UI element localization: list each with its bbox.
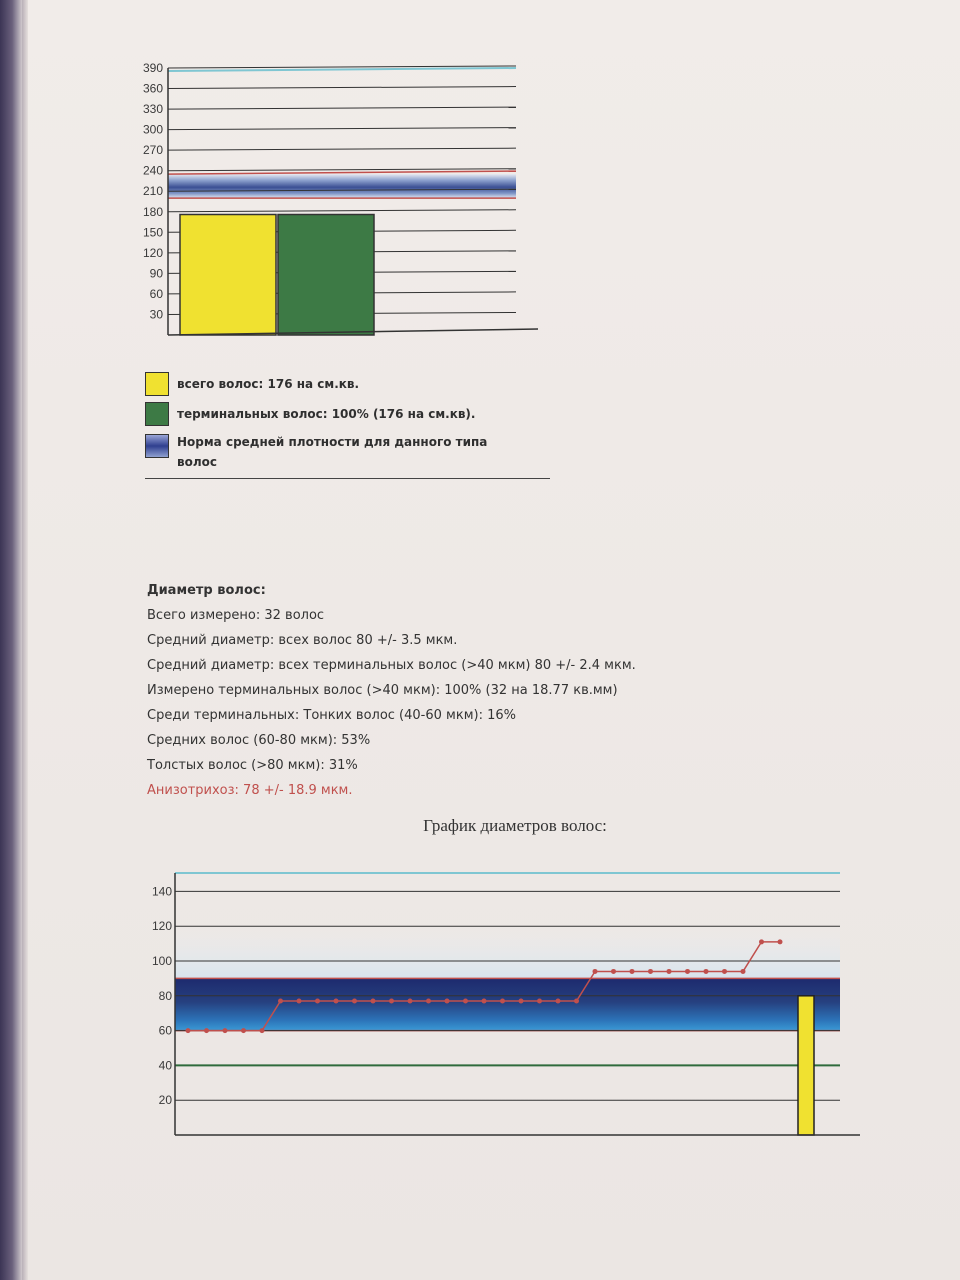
data-point [537, 999, 542, 1004]
stats-line: Средних волос (60-80 мкм): 53% [147, 733, 371, 748]
legend-divider [145, 478, 550, 479]
bar [180, 215, 276, 335]
data-point [371, 999, 376, 1004]
y-tick-label: 90 [149, 266, 163, 281]
bar [278, 215, 374, 335]
data-point [630, 969, 635, 974]
gridline [168, 87, 516, 89]
y-tick-label: 20 [158, 1093, 172, 1108]
data-point [722, 969, 727, 974]
data-point [278, 999, 283, 1004]
data-point [482, 999, 487, 1004]
data-point [741, 969, 746, 974]
data-point [519, 999, 524, 1004]
y-tick-label: 270 [142, 143, 163, 158]
data-point [574, 999, 579, 1004]
y-tick-label: 150 [142, 225, 163, 240]
data-point [241, 1028, 246, 1033]
data-point [352, 999, 357, 1004]
diameter-chart [120, 860, 865, 1145]
y-tick-label: 80 [158, 988, 172, 1003]
y-tick-label: 60 [149, 286, 163, 301]
data-point [260, 1028, 265, 1033]
y-tick-label: 120 [151, 919, 172, 934]
y-tick-label: 210 [142, 184, 163, 199]
y-tick-label: 330 [142, 102, 163, 117]
data-point [611, 969, 616, 974]
data-point [778, 939, 783, 944]
norm-band [175, 978, 840, 1030]
data-point [297, 999, 302, 1004]
y-tick-label: 390 [142, 61, 163, 75]
data-point [204, 1028, 209, 1033]
mean-diameter-bar [798, 996, 814, 1135]
data-point [500, 999, 505, 1004]
legend-swatch-total [145, 372, 169, 396]
gridline [168, 107, 516, 109]
data-point [315, 999, 320, 1004]
y-tick-label: 240 [142, 163, 163, 178]
data-point [408, 999, 413, 1004]
legend-label-terminal: терминальных волос: 100% (176 на см.кв). [177, 407, 476, 421]
y-tick-label: 140 [151, 884, 172, 899]
legend-item-norm [145, 432, 550, 472]
data-point [426, 999, 431, 1004]
y-tick-label: 40 [158, 1058, 172, 1073]
y-tick-label: 360 [142, 81, 163, 96]
data-point [556, 999, 561, 1004]
legend-item-terminal [145, 402, 550, 426]
stats-line: Средний диаметр: всех терминальных волос (>40 мкм) 80 +/- 2.4 мкм. [147, 658, 636, 673]
stats-heading: Диаметр волос: [147, 583, 266, 598]
graph-title: График диаметров волос: [423, 816, 607, 835]
band-haze [175, 923, 840, 978]
binder-edge [0, 0, 22, 1280]
y-tick-label: 30 [149, 307, 163, 322]
data-point [704, 969, 709, 974]
y-tick-label: 100 [151, 954, 172, 968]
legend-swatch-terminal [145, 402, 169, 426]
data-point [389, 999, 394, 1004]
data-point [667, 969, 672, 974]
data-point [445, 999, 450, 1004]
norm-band [168, 174, 516, 198]
legend-label-norm: Норма средней плотности для данного типа волос [177, 435, 488, 469]
gridline [168, 169, 516, 171]
data-point [334, 999, 339, 1004]
stats-line: Средний диаметр: всех волос 80 +/- 3.5 мкм. [147, 633, 458, 648]
data-point [223, 1028, 228, 1033]
stats-line: Толстых волос (>80 мкм): 31% [147, 758, 358, 773]
y-tick-label: 60 [158, 1023, 172, 1038]
gridline [168, 210, 516, 212]
diameter-stats [147, 578, 847, 803]
stats-anisotrichosis: Анизотрихоз: 78 +/- 18.9 мкм. [147, 783, 353, 798]
data-point [759, 939, 764, 944]
norm-band-top [168, 171, 516, 174]
gridline [168, 148, 516, 150]
legend-label-total: всего волос: 176 на см.кв. [177, 377, 360, 391]
data-point [463, 999, 468, 1004]
data-point [685, 969, 690, 974]
y-tick-label: 300 [142, 122, 163, 137]
y-tick-label: 180 [142, 204, 163, 219]
data-point [648, 969, 653, 974]
legend-swatch-norm [145, 434, 169, 458]
legend-item-total [145, 372, 550, 396]
data-point [186, 1028, 191, 1033]
y-tick-label: 120 [142, 245, 163, 260]
stats-line: Всего измерено: 32 волос [147, 608, 325, 623]
density-legend [145, 372, 550, 478]
stats-line: Среди терминальных: Тонких волос (40-60 мкм): 16% [147, 708, 516, 723]
gridline [168, 128, 516, 130]
data-point [593, 969, 598, 974]
chart-top-line [168, 68, 516, 71]
stats-line: Измерено терминальных волос (>40 мкм): 100% (32 на 18.77 кв.мм) [147, 683, 618, 698]
density-chart [120, 60, 540, 345]
